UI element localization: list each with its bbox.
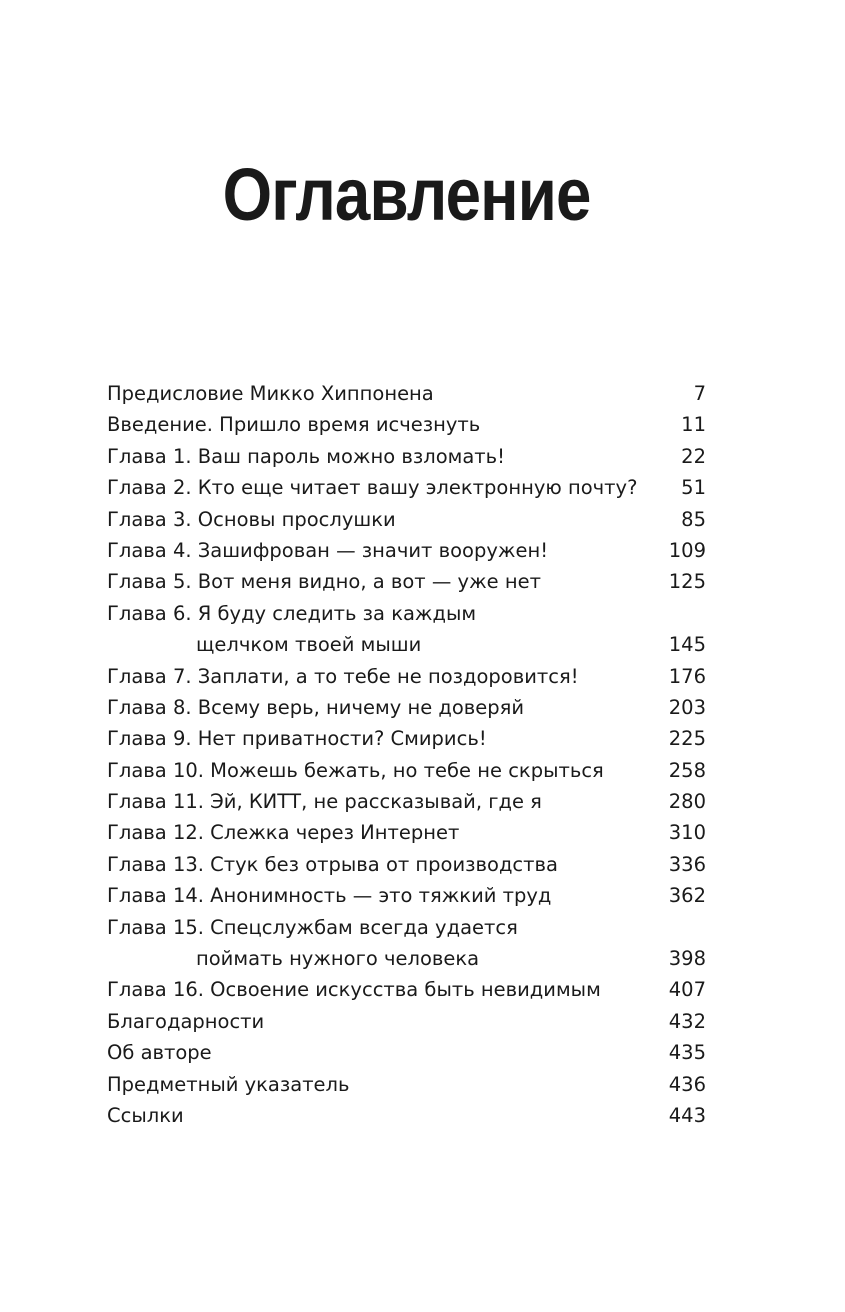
toc-entry-page: 85 bbox=[681, 507, 706, 531]
toc-entry-page: 310 bbox=[668, 821, 706, 845]
toc-entry-page: 443 bbox=[668, 1103, 706, 1127]
toc-entry-page: 51 bbox=[681, 476, 706, 500]
page-title: Оглавление bbox=[222, 153, 591, 236]
toc-entry-page: 11 bbox=[681, 413, 706, 437]
toc-entry bbox=[107, 723, 706, 754]
toc-entry-title: Глава 4. Зашифрован — значит вооружен! bbox=[107, 538, 549, 562]
toc-entry-page: 203 bbox=[668, 695, 706, 719]
toc-entry-title: Предметный указатель bbox=[107, 1072, 350, 1096]
toc-entry-title: поймать нужного человека bbox=[196, 947, 480, 971]
toc-entry-page: 362 bbox=[668, 884, 706, 908]
toc-entry-title: Глава 16. Освоение искусства быть невидимым bbox=[107, 978, 601, 1002]
toc-entry-page: 125 bbox=[668, 570, 706, 594]
toc-entry-title: Ссылки bbox=[107, 1103, 184, 1127]
toc-entry bbox=[107, 535, 706, 566]
toc-entry-page: 398 bbox=[668, 947, 706, 971]
toc-entry-page: 436 bbox=[668, 1072, 706, 1096]
toc-entry bbox=[107, 880, 706, 911]
toc-entry-title: Глава 11. Эй, КИТТ, не рассказывай, где я bbox=[107, 790, 542, 814]
toc-entry bbox=[107, 378, 706, 409]
toc-entry bbox=[107, 504, 706, 535]
toc-entry-page: 336 bbox=[668, 852, 706, 876]
toc-entry-title: Глава 2. Кто еще читает вашу электронную почту? bbox=[107, 476, 638, 500]
toc-entry-title: Глава 6. Я буду следить за каждым bbox=[107, 601, 477, 625]
toc-entry bbox=[107, 598, 706, 629]
toc-entry-title: щелчком твоей мыши bbox=[196, 633, 422, 657]
toc-entry-page: 109 bbox=[668, 538, 706, 562]
toc-entry-page: 145 bbox=[668, 633, 706, 657]
toc-entry-continuation bbox=[107, 629, 706, 660]
toc-entry bbox=[107, 409, 706, 440]
toc-entry-title: Глава 5. Вот меня видно, а вот — уже нет bbox=[107, 570, 541, 594]
toc-entry-page: 7 bbox=[693, 382, 706, 405]
toc-entry-title: Предисловие Микко Хиппонена bbox=[107, 382, 434, 405]
toc-entry-title: Глава 10. Можешь бежать, но тебе не скрыться bbox=[107, 758, 604, 782]
toc-entry bbox=[107, 1100, 706, 1131]
toc-entry bbox=[107, 849, 706, 880]
toc-entry-title: Об авторе bbox=[107, 1041, 212, 1065]
toc-entry bbox=[107, 692, 706, 723]
toc-entry-page: 432 bbox=[668, 1009, 706, 1033]
toc-entry bbox=[107, 786, 706, 817]
toc-entry-title: Глава 1. Ваш пароль можно взломать! bbox=[107, 444, 505, 468]
toc-entry-page: 435 bbox=[668, 1041, 706, 1065]
toc-entry bbox=[107, 1006, 706, 1037]
toc-entry-page: 22 bbox=[681, 444, 706, 468]
toc-entry-title: Глава 14. Анонимность — это тяжкий труд bbox=[107, 884, 552, 908]
toc-entry bbox=[107, 817, 706, 848]
toc-entry-title: Глава 15. Спецслужбам всегда удается bbox=[107, 915, 518, 939]
toc-entry bbox=[107, 566, 706, 597]
toc-entry bbox=[107, 1037, 706, 1068]
toc-entry-title: Глава 13. Стук без отрыва от производства bbox=[107, 852, 558, 876]
toc-entry-page: 225 bbox=[668, 727, 706, 751]
toc-entry-title: Глава 12. Слежка через Интернет bbox=[107, 821, 460, 845]
toc-entry bbox=[107, 441, 706, 472]
toc-entry bbox=[107, 755, 706, 786]
toc-entry bbox=[107, 661, 706, 692]
toc-entry-continuation bbox=[107, 943, 706, 974]
toc-entry-page: 176 bbox=[668, 664, 706, 688]
toc-entry bbox=[107, 472, 706, 503]
toc-entry bbox=[107, 974, 706, 1005]
toc-entry-title: Благодарности bbox=[107, 1009, 265, 1033]
toc-entry-page: 258 bbox=[668, 758, 706, 782]
toc-entry-title: Глава 9. Нет приватности? Смирись! bbox=[107, 727, 487, 751]
table-of-contents bbox=[107, 378, 706, 1131]
toc-entry-page: 280 bbox=[668, 790, 706, 814]
toc-entry-title: Введение. Пришло время исчезнуть bbox=[107, 413, 481, 437]
toc-entry bbox=[107, 912, 706, 943]
toc-entry-title: Глава 3. Основы прослушки bbox=[107, 507, 396, 531]
toc-entry-title: Глава 8. Всему верь, ничему не доверяй bbox=[107, 695, 525, 719]
toc-entry-page: 407 bbox=[668, 978, 706, 1002]
toc-entry-title: Глава 7. Заплати, а то тебе не поздоровится! bbox=[107, 664, 579, 688]
toc-entry bbox=[107, 1069, 706, 1100]
